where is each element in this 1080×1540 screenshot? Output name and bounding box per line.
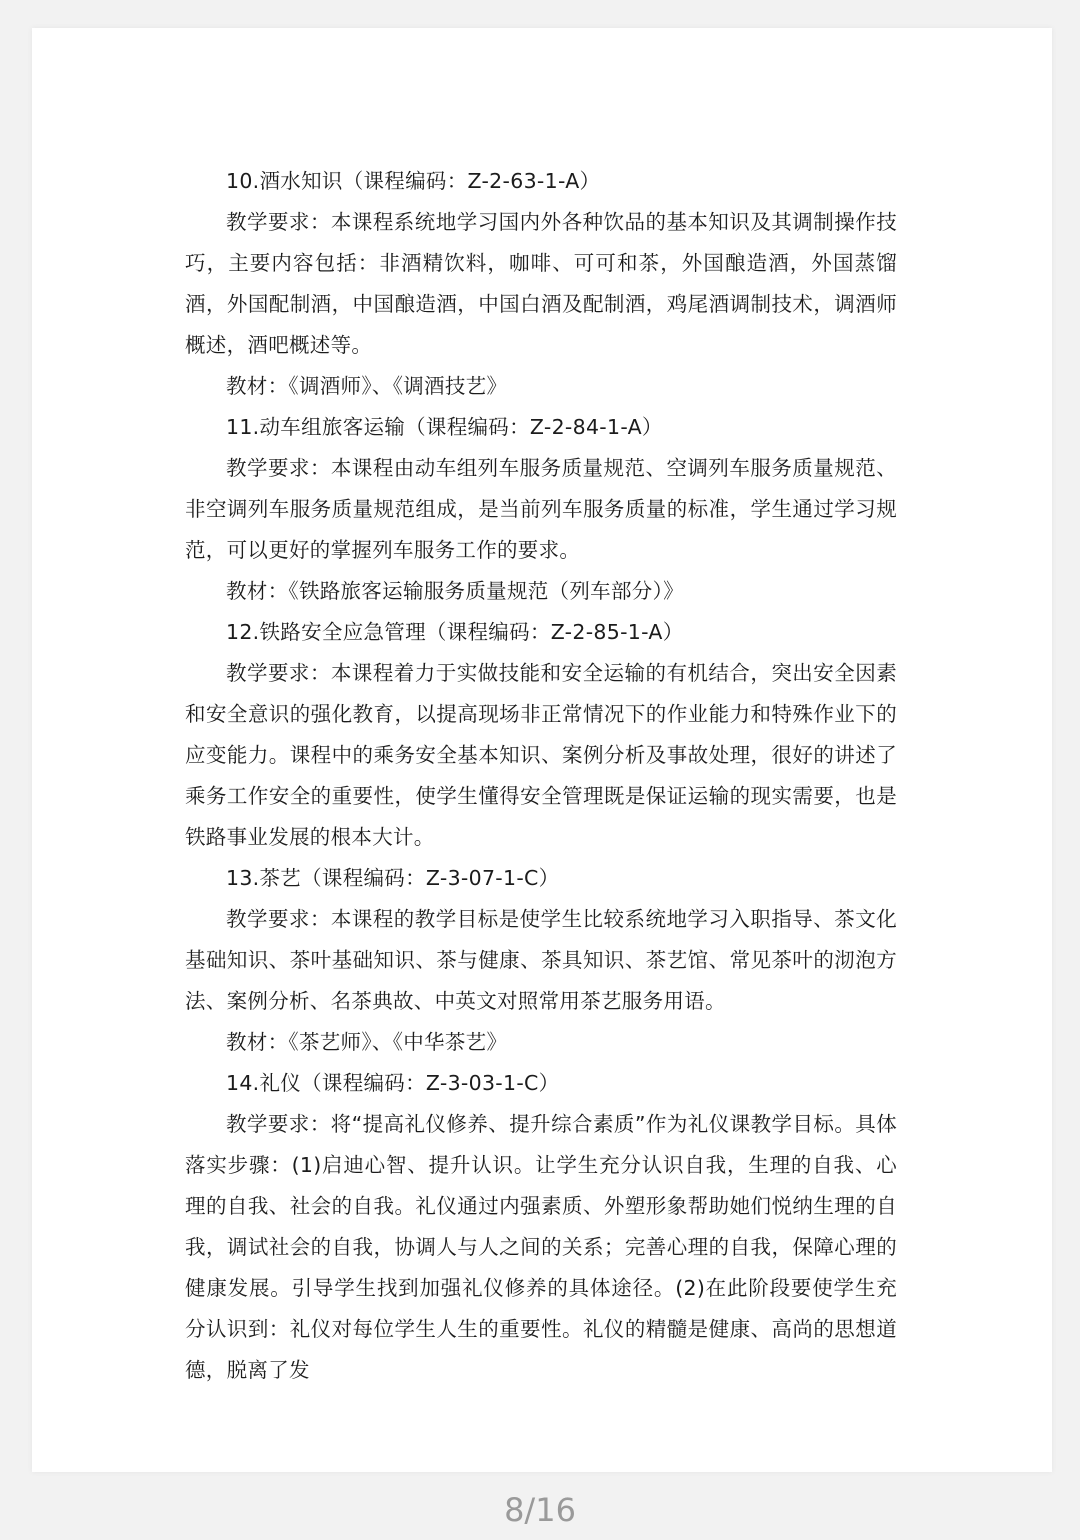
course-10-title: 10.酒水知识（课程编码：Z-2-63-1-A） — [226, 169, 601, 193]
page-indicator: 8/16 — [504, 1491, 576, 1529]
course-11-textbooks: 教材：《铁路旅客运输服务质量规范（列车部分）》 — [226, 579, 684, 603]
document-body — [185, 161, 897, 1391]
course-11-requirements: 教学要求：本课程由动车组列车服务质量规范、空调列车服务质量规范、非空调列车服务质量规范组成，是当前列车服务质量的标准，学生通过学习规范，可以更好的掌握列车服务工作的要求。 — [185, 456, 897, 562]
course-10-requirements: 教学要求：本课程系统地学习国内外各种饮品的基本知识及其调制操作技巧，主要内容包括：非酒精饮料，咖啡、可可和茶，外国酿造酒，外国蒸馏酒，外国配制酒，中国酿造酒，中国白酒及配制酒，鸡尾酒调制技术，调酒师概述，酒吧概述等。 — [185, 210, 897, 357]
course-14-requirements: 教学要求：将“提高礼仪修养、提升综合素质”作为礼仪课教学目标。具体落实步骤：(1)启迪心智、提升认识。让学生充分认识自我，生理的自我、心理的自我、社会的自我。礼仪通过内强素质、外塑形象帮助她们悦纳生理的自我，调试社会的自我，协调人与人之间的关系；完善心理的自我，保障心理的健康发展。引导学生找到加强礼仪修养的具体途径。(2)在此阶段要使学生充分认识到：礼仪对每位学生人生的重要性。礼仪的精髓是健康、高尚的思想道德，脱离了发 — [185, 1112, 897, 1382]
course-12-requirements: 教学要求：本课程着力于实做技能和安全运输的有机结合，突出安全因素和安全意识的强化教育，以提高现场非正常情况下的作业能力和特殊作业下的应变能力。课程中的乘务安全基本知识、案例分析及事故处理，很好的讲述了乘务工作安全的重要性，使学生懂得安全管理既是保证运输的现实需要，也是铁路事业发展的根本大计。 — [185, 661, 897, 849]
course-13-textbooks: 教材：《茶艺师》、《中华茶艺》 — [226, 1030, 508, 1054]
course-14-title: 14.礼仪（课程编码：Z-3-03-1-C） — [226, 1071, 560, 1095]
course-10-textbooks: 教材：《调酒师》、《调酒技艺》 — [226, 374, 508, 398]
course-13-title: 13.茶艺（课程编码：Z-3-07-1-C） — [226, 866, 560, 890]
course-12-title: 12.铁路安全应急管理（课程编码：Z-2-85-1-A） — [226, 620, 684, 644]
document-page — [32, 28, 1052, 1472]
course-13-requirements: 教学要求：本课程的教学目标是使学生比较系统地学习入职指导、茶文化基础知识、茶叶基础知识、茶与健康、茶具知识、茶艺馆、常见茶叶的沏泡方法、案例分析、名茶典故、中英文对照常用茶艺服务用语。 — [185, 907, 897, 1013]
course-11-title: 11.动车组旅客运输（课程编码：Z-2-84-1-A） — [226, 415, 663, 439]
